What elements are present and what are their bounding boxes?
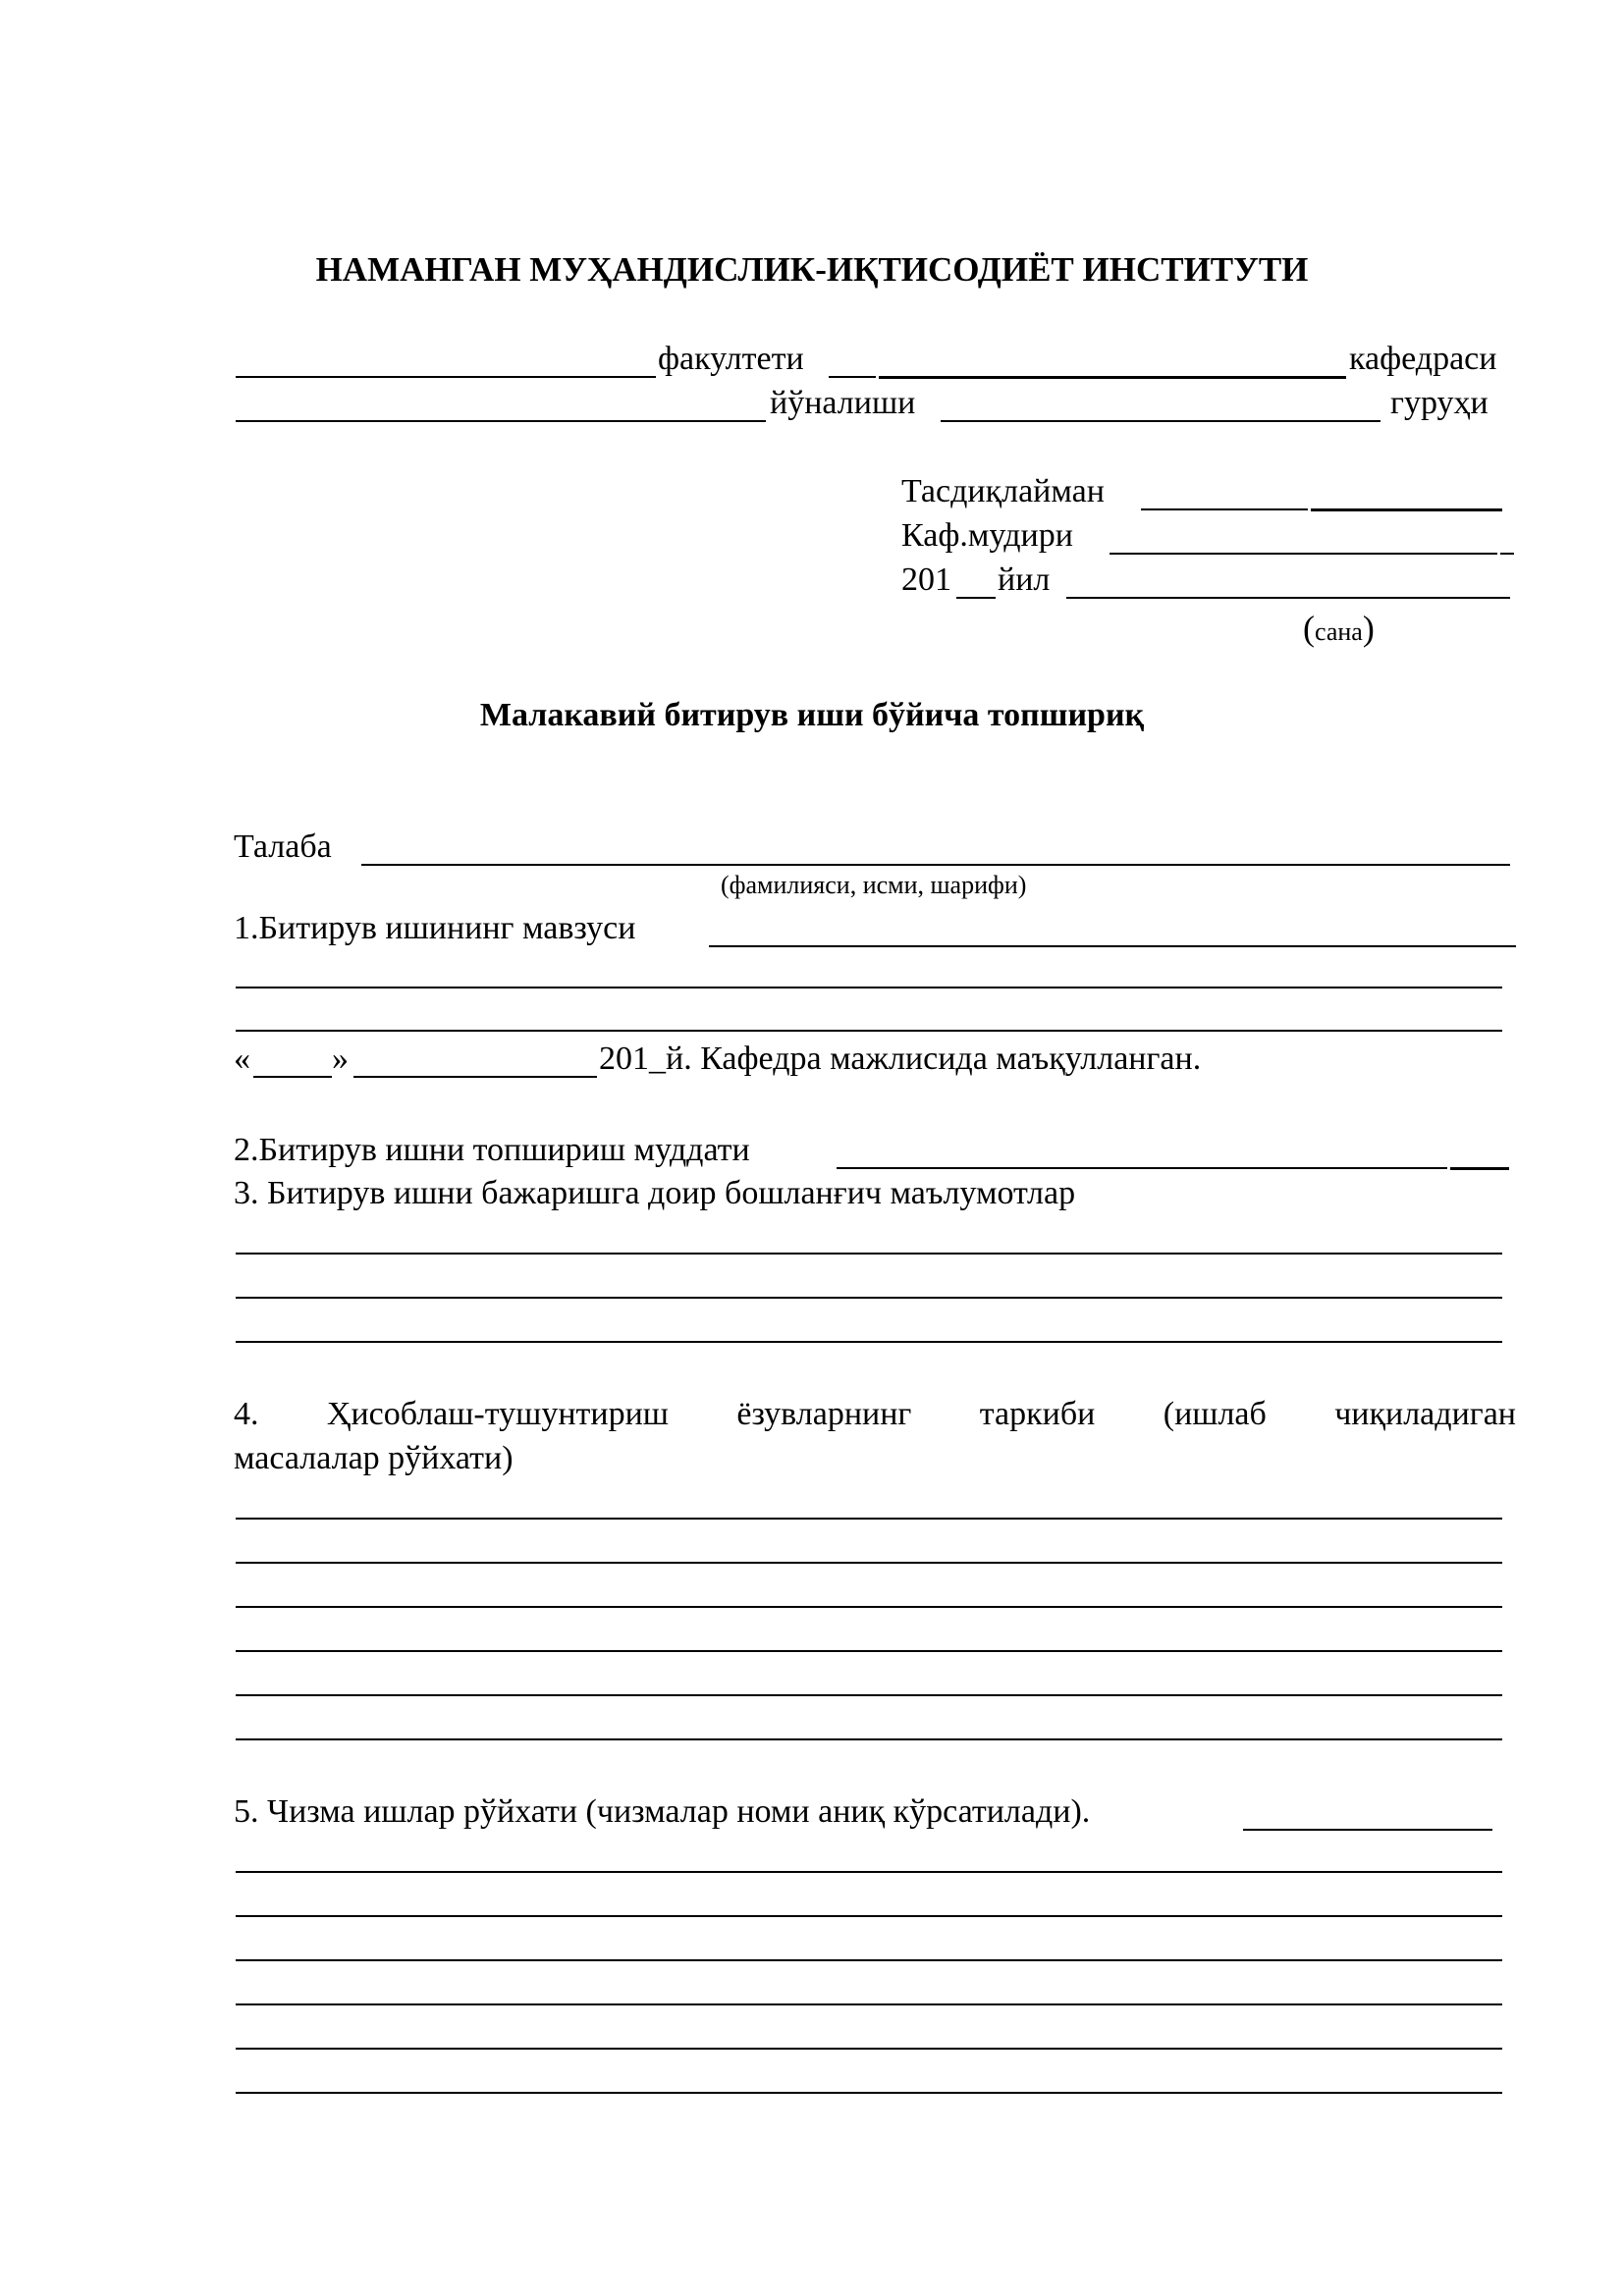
approved-text: 201_й. Кафедра мажлисида маъқулланган. [599, 1041, 1202, 1077]
calc-line-6[interactable] [236, 1738, 1502, 1740]
head-blank-end[interactable] [1500, 553, 1514, 555]
approve-blank[interactable] [1141, 508, 1308, 510]
form-title: Малакавий битирув иши бўйича топшириқ [479, 697, 1145, 733]
student-blank[interactable] [361, 864, 1510, 866]
drawings-line-2[interactable] [236, 1915, 1502, 1917]
calc-line-5[interactable] [236, 1694, 1502, 1696]
date-hint-text: сана [1315, 617, 1363, 646]
calc-line-4[interactable] [236, 1650, 1502, 1652]
drawings-line-5[interactable] [236, 2048, 1502, 2050]
approve-signature-blank[interactable] [1311, 508, 1502, 511]
drawings-line-4[interactable] [236, 2003, 1502, 2005]
initial-data-line-3[interactable] [236, 1341, 1502, 1343]
student-hint: (фамилияси, исми, шарифи) [721, 871, 1027, 899]
head-blank[interactable] [1110, 553, 1497, 555]
initial-data-line-1[interactable] [236, 1253, 1502, 1255]
group-blank[interactable] [941, 420, 1380, 422]
student-label: Талаба [234, 828, 332, 865]
deadline-label: 2.Битирув ишни топшириш муддати [234, 1132, 750, 1168]
calc-line-2[interactable] [236, 1562, 1502, 1564]
drawings-line-3[interactable] [236, 1959, 1502, 1961]
calc-line-1[interactable] [236, 1518, 1502, 1520]
faculty-blank[interactable] [236, 376, 656, 378]
institute-title: НАМАНГАН МУҲАНДИСЛИК-ИҚТИСОДИЁТ ИНСТИТУТИ [315, 250, 1309, 289]
year-blank[interactable] [956, 597, 996, 599]
approved-quote-open: « [234, 1041, 250, 1077]
direction-blank[interactable] [236, 420, 766, 422]
approved-month-blank[interactable] [353, 1076, 597, 1078]
initial-data-label: 3. Битирув ишни бажаришга доир бошланғич маълумотлар [234, 1175, 1076, 1211]
date-blank[interactable] [1066, 597, 1510, 599]
faculty-label: факултети [658, 341, 804, 377]
topic-blank[interactable] [709, 945, 1516, 947]
drawings-line-1[interactable] [236, 1871, 1502, 1873]
approved-day-blank[interactable] [253, 1076, 332, 1078]
group-label: гуруҳи [1390, 385, 1489, 421]
topic-line-2[interactable] [236, 987, 1502, 988]
topic-label: 1.Битирув ишининг мавзуси [234, 910, 636, 946]
department-blank[interactable] [879, 376, 1346, 379]
faculty-extra-blank[interactable] [829, 376, 876, 378]
year-prefix: 201 [901, 561, 951, 598]
year-label: йил [998, 561, 1051, 598]
topic-line-3[interactable] [236, 1030, 1502, 1032]
approved-quote-close: » [332, 1041, 349, 1077]
department-label: кафедраси [1349, 341, 1497, 377]
calc-heading-line-1: 4. Ҳисоблаш-тушунтириш ёзувларнинг таркиби (ишлаб чиқиладиган [234, 1396, 1516, 1432]
drawings-label: 5. Чизма ишлар рўйхати (чизмалар номи аниқ кўрсатилади). [234, 1793, 1091, 1830]
calc-line-3[interactable] [236, 1606, 1502, 1608]
deadline-blank-end[interactable] [1450, 1167, 1509, 1170]
approve-label: Тасдиқлайман [901, 473, 1105, 509]
initial-data-line-2[interactable] [236, 1297, 1502, 1299]
drawings-blank[interactable] [1243, 1829, 1492, 1831]
calc-heading-line-2: масалалар рўйхати) [234, 1440, 514, 1476]
head-label: Каф.мудири [901, 517, 1073, 554]
date-hint: (сана) [1303, 609, 1375, 648]
direction-label: йўналиши [770, 385, 916, 421]
drawings-line-6[interactable] [236, 2092, 1502, 2094]
deadline-blank[interactable] [837, 1167, 1447, 1169]
